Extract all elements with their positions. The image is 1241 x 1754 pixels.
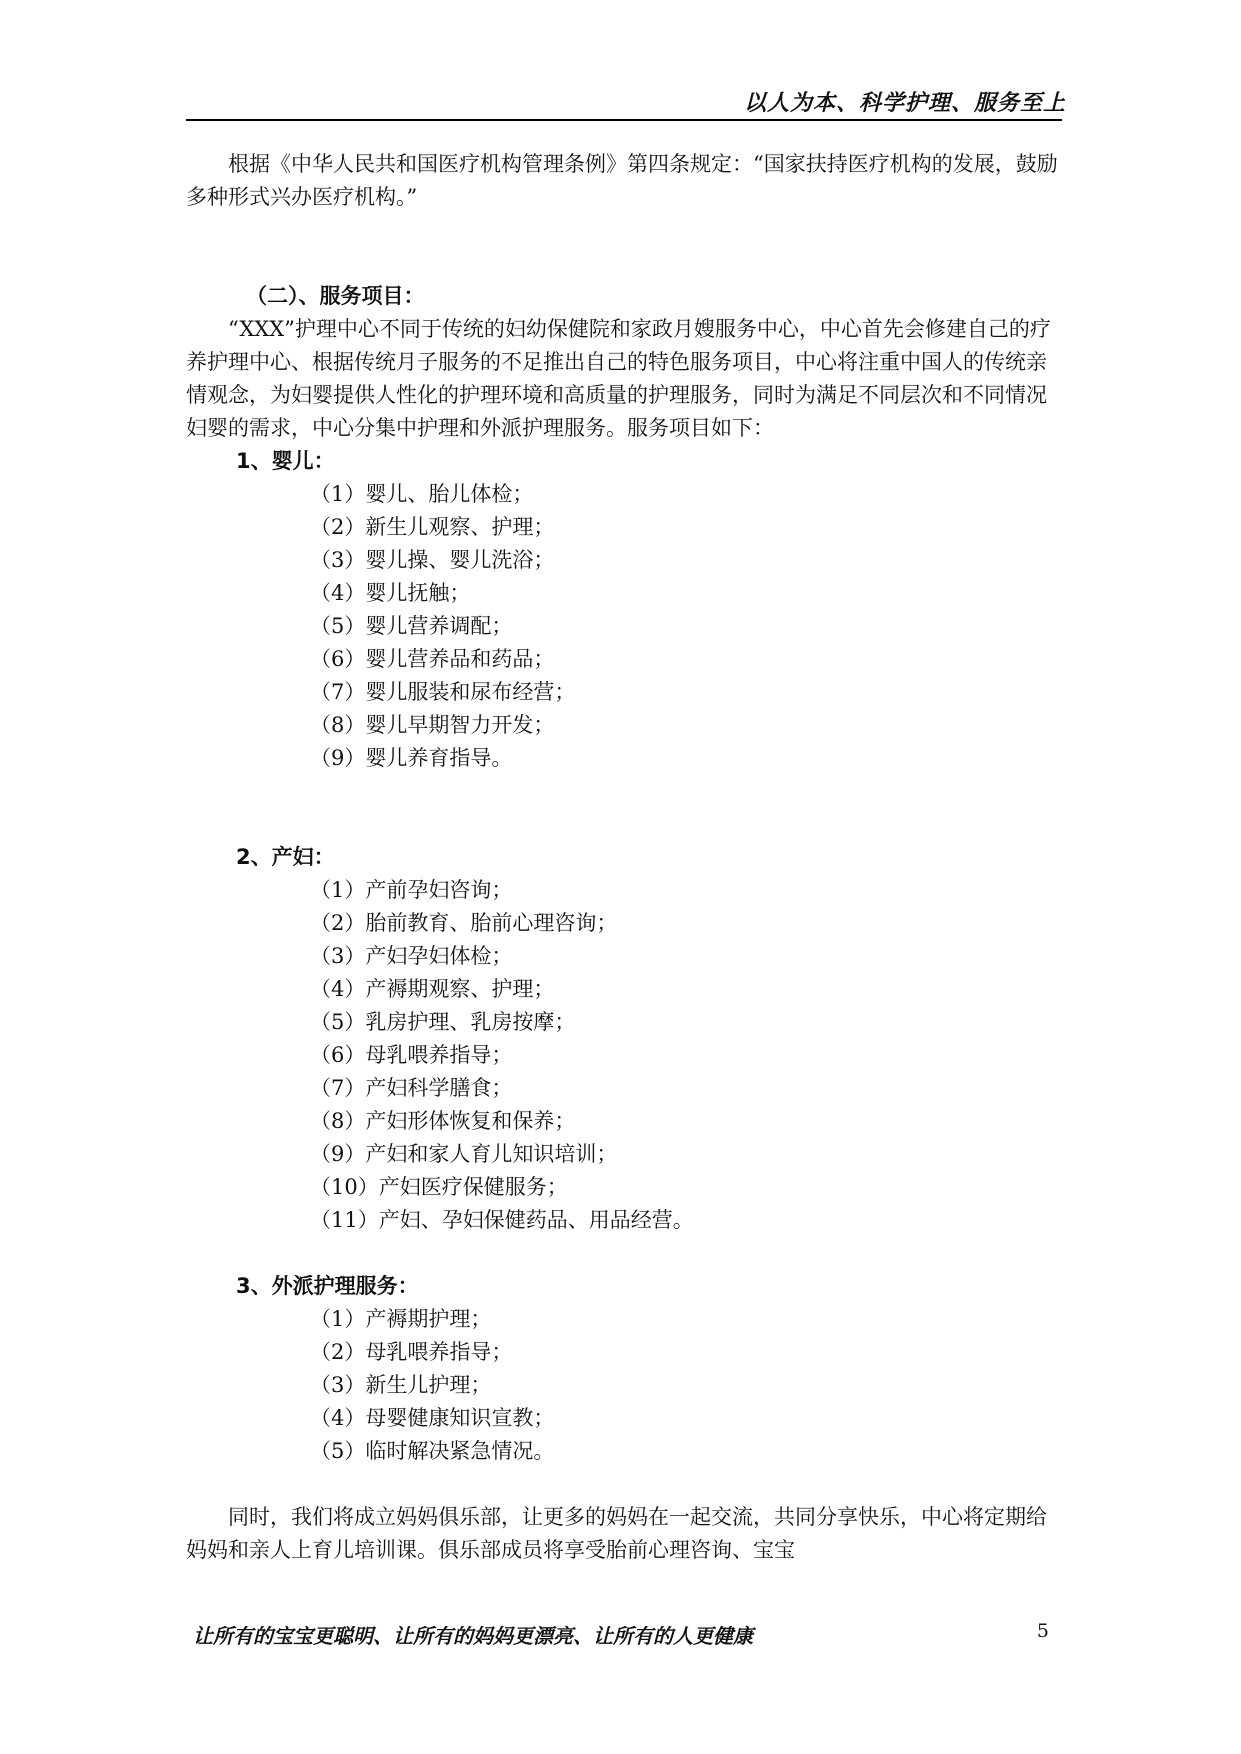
list-item: （3）婴儿操、婴儿洗浴； bbox=[310, 548, 555, 572]
list-item: （5）临时解决紧急情况。 bbox=[310, 1439, 555, 1463]
document-body bbox=[186, 148, 1062, 1567]
list-item: （5）乳房护理、乳房按摩； bbox=[310, 1010, 576, 1034]
list-item: （3）新生儿护理； bbox=[310, 1373, 492, 1397]
list-item: （3）产妇孕妇体检； bbox=[310, 944, 513, 968]
section-paragraph: “XXX”护理中心不同于传统的妇幼保健院和家政月嫂服务中心，中心首先会修建自己的疗养护理中心、根据传统月子服务的不足推出自己的特色服务项目，中心将注重中国人的传统亲情观念，为妇婴提供人性化的护理环境和高质量的护理服务，同时为满足不同层次和不同情况妇婴的需求，中心分集中护理和外派护理服务。服务项目如下： bbox=[186, 317, 1051, 440]
list-item: （2）胎前教育、胎前心理咨询； bbox=[310, 911, 618, 935]
list-item: （10）产妇医疗保健服务； bbox=[310, 1175, 568, 1199]
closing-paragraph: 同时，我们将成立妈妈俱乐部，让更多的妈妈在一起交流，共同分享快乐，中心将定期给妈妈和亲人上育儿培训课。俱乐部成员将享受胎前心理咨询、宝宝 bbox=[186, 1505, 1047, 1562]
header-rule bbox=[186, 119, 1062, 121]
page-number: 5 bbox=[1036, 1620, 1049, 1642]
spacer bbox=[186, 775, 1062, 841]
list-item: （2）母乳喂养指导； bbox=[310, 1340, 513, 1364]
list-item: （7）婴儿服装和尿布经营； bbox=[310, 680, 576, 704]
outcall-service-list bbox=[186, 1303, 1062, 1468]
spacer bbox=[186, 1237, 1062, 1270]
group-heading-mother: 2、产妇： bbox=[236, 845, 335, 869]
list-item: （1）婴儿、胎儿体检； bbox=[310, 482, 534, 506]
mother-service-list bbox=[186, 874, 1062, 1237]
list-item: （8）婴儿早期智力开发； bbox=[310, 713, 555, 737]
page-footer-slogan: 让所有的宝宝更聪明、让所有的妈妈更漂亮、让所有的人更健康 bbox=[193, 1624, 753, 1648]
list-item: （1）产褥期护理； bbox=[310, 1307, 492, 1331]
intro-paragraph: 根据《中华人民共和国医疗机构管理条例》第四条规定：“国家扶持医疗机构的发展，鼓励多种形式兴办医疗机构。” bbox=[186, 152, 1058, 209]
page-header: 以人为本、科学护理、服务至上 bbox=[743, 91, 1066, 116]
list-item: （9）产妇和家人育儿知识培训； bbox=[310, 1142, 618, 1166]
list-item: （4）婴儿抚触； bbox=[310, 581, 471, 605]
group-heading-outcall: 3、外派护理服务： bbox=[236, 1274, 419, 1298]
list-item: （8）产妇形体恢复和保养； bbox=[310, 1109, 576, 1133]
list-item: （5）婴儿营养调配； bbox=[310, 614, 513, 638]
list-item: （2）新生儿观察、护理； bbox=[310, 515, 555, 539]
list-item: （6）母乳喂养指导； bbox=[310, 1043, 513, 1067]
list-item: （6）婴儿营养品和药品； bbox=[310, 647, 555, 671]
spacer bbox=[186, 1468, 1062, 1501]
list-item: （1）产前孕妇咨询； bbox=[310, 878, 513, 902]
list-item: （9）婴儿养育指导。 bbox=[310, 746, 513, 770]
list-item: （4）母婴健康知识宣教； bbox=[310, 1406, 555, 1430]
list-item: （11）产妇、孕妇保健药品、用品经营。 bbox=[310, 1208, 694, 1232]
list-item: （4）产褥期观察、护理； bbox=[310, 977, 555, 1001]
spacer bbox=[186, 214, 1062, 280]
group-heading-infant: 1、婴儿： bbox=[236, 449, 335, 473]
section-heading: （二）、服务项目： bbox=[246, 284, 425, 308]
infant-service-list bbox=[186, 478, 1062, 775]
list-item: （7）产妇科学膳食； bbox=[310, 1076, 513, 1100]
